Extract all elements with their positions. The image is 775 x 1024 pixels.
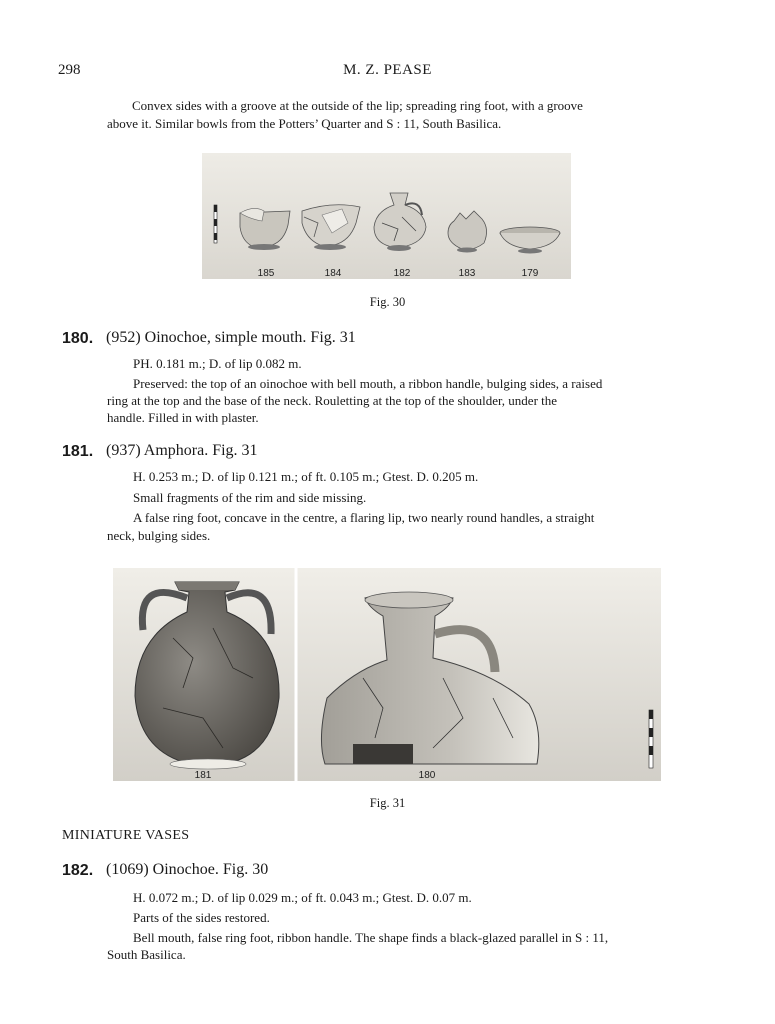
entry-181-desc-line-2: neck, bulging sides. — [107, 528, 211, 543]
entry-182-desc-line-2: South Basilica. — [107, 947, 186, 962]
fig30-label-182: 182 — [393, 268, 411, 279]
entry-182-desc-line-1: Bell mouth, false ring foot, ribbon handle. The shape finds a black-glazed parallel in S : 11, — [133, 930, 609, 945]
fig30-label-184: 184 — [324, 268, 342, 279]
fig31-label-181: 181 — [194, 770, 212, 781]
entry-182-dimensions: H. 0.072 m.; D. of lip 0.029 m.; of ft. 0.043 m.; Gtest. D. 0.07 m. — [133, 890, 472, 905]
figure-30-photo — [202, 153, 571, 279]
entry-180-title: (952) Oinochoe, simple mouth. Fig. 31 — [106, 329, 356, 346]
entry-180-dimensions: PH. 0.181 m.; D. of lip 0.082 m. — [133, 356, 302, 371]
page-number: 298 — [58, 62, 81, 78]
figure-31-caption: Fig. 31 — [369, 796, 406, 810]
fig30-label-185: 185 — [257, 268, 275, 279]
intro-line-1: Convex sides with a groove at the outside of the lip; spreading ring foot, with a groove — [132, 98, 583, 113]
entry-181-note: Small fragments of the rim and side missing. — [133, 490, 367, 505]
scale-bar — [214, 205, 217, 243]
figure-31-photo — [113, 568, 661, 781]
fig30-label-179: 179 — [521, 268, 539, 279]
entry-180-number: 180. — [62, 330, 94, 347]
fig30-label-183: 183 — [458, 268, 476, 279]
figure-30-caption: Fig. 30 — [369, 295, 406, 309]
entry-182-title: (1069) Oinochoe. Fig. 30 — [106, 861, 269, 878]
entry-180-desc-line-2: ring at the top and the base of the neck. Rouletting at the top of the shoulder, under the — [107, 393, 558, 408]
entry-180-desc-line-1: Preserved: the top of an oinochoe with bell mouth, a ribbon handle, bulging sides, a raised — [133, 376, 603, 391]
scale-bar — [649, 710, 653, 768]
running-head: M. Z. PEASE — [343, 62, 432, 78]
entry-181-title: (937) Amphora. Fig. 31 — [106, 442, 258, 459]
entry-181-desc-line-1: A false ring foot, concave in the centre, a flaring lip, two nearly round handles, a straight — [133, 510, 595, 525]
section-heading: MINIATURE VASES — [62, 828, 190, 843]
fig31-label-180: 180 — [418, 770, 436, 781]
entry-181-dimensions: H. 0.253 m.; D. of lip 0.121 m.; of ft. 0.105 m.; Gtest. D. 0.205 m. — [133, 469, 479, 484]
entry-182-note: Parts of the sides restored. — [133, 910, 270, 925]
entry-180-desc-line-3: handle. Filled in with plaster. — [107, 410, 259, 425]
entry-181-number: 181. — [62, 443, 94, 460]
intro-line-2: above it. Similar bowls from the Potters’ Quarter and S : 11, South Basilica. — [107, 116, 502, 131]
entry-182-number: 182. — [62, 862, 94, 879]
